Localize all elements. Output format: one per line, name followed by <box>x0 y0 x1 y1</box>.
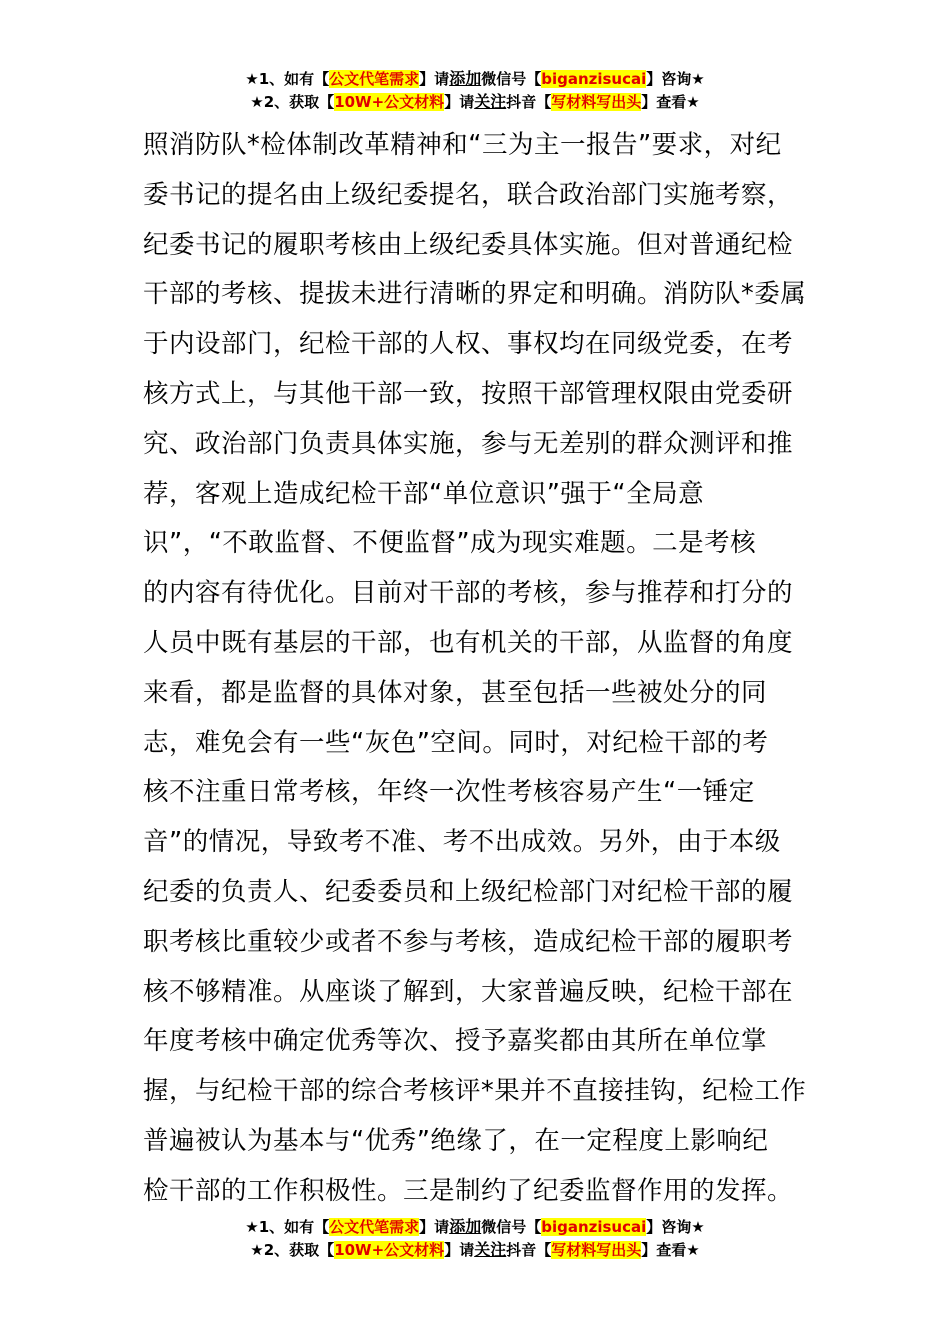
banner-text: ★2、获取【 <box>250 93 335 111</box>
text-line: 核不够精准。从座谈了解到，大家普遍反映，纪检干部在 <box>143 976 794 1007</box>
banner-emphasis: 关注 <box>474 92 507 111</box>
banner-line-2 <box>0 1239 950 1262</box>
banner-text: ★1、如有【 <box>245 70 330 88</box>
text-line: 照消防队*检体制改革精神和“三为主一报告”要求，对纪 <box>143 130 782 160</box>
banner-text: 】请 <box>419 1218 450 1236</box>
highlight-wechat-id[interactable]: biganzisucai <box>541 1218 647 1236</box>
banner-text: 】咨询★ <box>646 70 705 88</box>
text-line: 职考核比重较少或者不参与考核，造成纪检干部的履职考 <box>143 926 794 957</box>
banner-text: 抖音【 <box>506 93 552 111</box>
text-line: 荐，客观上造成纪检干部“单位意识”强于“全局意 <box>143 478 705 509</box>
banner-emphasis: 添加 <box>449 1217 482 1236</box>
banner-text: 抖音【 <box>506 1241 552 1259</box>
text-line: 核方式上，与其他干部一致，按照干部管理权限由党委研 <box>143 378 794 409</box>
header-banner <box>0 68 950 114</box>
banner-text: 】查看★ <box>641 93 700 111</box>
text-line: 纪委书记的履职考核由上级纪委具体实施。但对普通纪检 <box>143 229 794 260</box>
text-line: 委书记的提名由上级纪委提名，联合政治部门实施考察， <box>143 179 794 210</box>
banner-text: 微信号【 <box>481 1218 542 1236</box>
text-line: 究、政治部门负责具体实施，参与无差别的群众测评和推 <box>143 428 794 459</box>
text-line: 音”的情况，导致考不准、考不出成效。另外，由于本级 <box>143 827 781 858</box>
highlight-douyin-account[interactable]: 写材料写出头 <box>551 1241 642 1259</box>
text-line: 握，与纪检干部的综合考核评*果并不直接挂钩，纪检工作 <box>143 1076 807 1107</box>
text-line: 普遍被认为基本与“优秀”绝缘了，在一定程度上影响纪 <box>143 1125 769 1156</box>
text-line: 识”，“不敢监督、不便监督”成为现实难题。二是考核 <box>143 528 757 559</box>
banner-text: 】请 <box>444 1241 475 1259</box>
banner-emphasis: 关注 <box>474 1240 507 1259</box>
banner-text: 】咨询★ <box>646 1218 705 1236</box>
banner-line-1 <box>0 68 950 91</box>
highlight-writing-service: 公文代笔需求 <box>329 70 420 88</box>
banner-emphasis: 添加 <box>449 69 482 88</box>
text-line: 人员中既有基层的干部，也有机关的干部，从监督的角度 <box>143 627 794 658</box>
highlight-wechat-id[interactable]: biganzisucai <box>541 70 647 88</box>
text-line: 来看，都是监督的具体对象，甚至包括一些被处分的同 <box>143 677 768 708</box>
text-line: 核不注重日常考核，年终一次性考核容易产生“一锤定 <box>143 777 755 808</box>
footer-banner <box>0 1216 950 1262</box>
banner-text: 微信号【 <box>481 70 542 88</box>
document-body <box>143 121 813 1217</box>
banner-text: ★1、如有【 <box>245 1218 330 1236</box>
text-line: 志，难免会有一些“灰色”空间。同时，对纪检干部的考 <box>143 727 769 758</box>
banner-text: 】请 <box>444 93 475 111</box>
text-line: 干部的考核、提拔未进行清晰的界定和明确。消防队*委属 <box>143 279 807 310</box>
highlight-materials: 10W+公文材料 <box>334 1241 445 1259</box>
highlight-materials: 10W+公文材料 <box>334 93 445 111</box>
banner-line-2 <box>0 91 950 114</box>
text-line: 于内设部门，纪检干部的人权、事权均在同级党委，在考 <box>143 329 794 360</box>
highlight-writing-service: 公文代笔需求 <box>329 1218 420 1236</box>
text-line: 年度考核中确定优秀等次、授予嘉奖都由其所在单位掌 <box>143 1026 768 1057</box>
highlight-douyin-account[interactable]: 写材料写出头 <box>551 93 642 111</box>
text-line: 的内容有待优化。目前对干部的考核，参与推荐和打分的 <box>143 578 794 609</box>
banner-text: 】请 <box>419 70 450 88</box>
text-line: 纪委的负责人、纪委委员和上级纪检部门对纪检干部的履 <box>143 876 794 907</box>
banner-text: 】查看★ <box>641 1241 700 1259</box>
banner-text: ★2、获取【 <box>250 1241 335 1259</box>
banner-line-1 <box>0 1216 950 1239</box>
text-line: 检干部的工作积极性。三是制约了纪委监督作用的发挥。 <box>143 1175 794 1206</box>
